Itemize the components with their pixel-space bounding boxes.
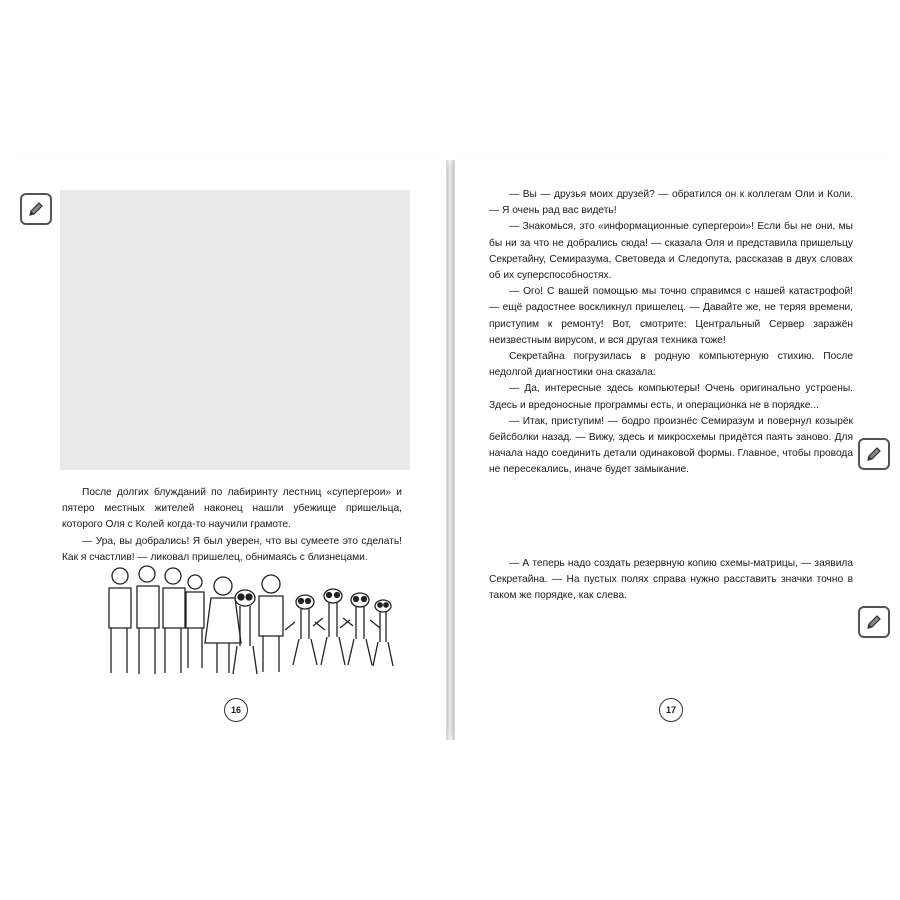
page-number-right: 17 bbox=[659, 698, 683, 722]
right-mid-paragraph: — А теперь надо создать резервную копию схемы-матрицы, — заявила Секретайна. — На пустых полях справа нужно расставить значки точно в таком же порядке, как слева. bbox=[489, 558, 853, 602]
page-number-left: 16 bbox=[224, 698, 248, 722]
right-paragraph: — Знакомься, это «информационные супергерои»! Если бы не они, мы бы ни за что не добрались сюда! — сказала Оля и представила пришельцу Секретайну, Семиразума, Световеда и Следопута, рассказав в двух словах об их суперспособностях. bbox=[489, 221, 853, 282]
right-paragraph: — Да, интересные здесь компьютеры! Очень оригинально устроены. Здесь и вредоносные программы есть, и операционка не в порядке... bbox=[489, 383, 853, 411]
stairs-maze bbox=[60, 190, 410, 470]
right-paragraph: — Ого! С вашей помощью мы точно справимся с нашей катастрофой! — ещё радостнее воскликнул пришелец. — Давайте же, не теряя времени, приступим к ремонту! Вот, смотрите: Центральный Сервер заражён неизвестным вирусом, и вся другая техника тоже! bbox=[489, 286, 853, 346]
pencil-icon bbox=[858, 606, 890, 638]
right-paragraph: Секретайна погрузилась в родную компьютерную стихию. После недолгой диагностики она сказала: bbox=[489, 351, 853, 379]
right-paragraph: — Вы — друзья моих друзей? — обратился он к коллегам Оли и Коли. — Я очень рад вас видеть! bbox=[489, 189, 853, 217]
pencil-icon bbox=[858, 438, 890, 470]
right-paragraph: — Итак, приступим! — бодро произнёс Семиразум и повернул козырёк бейсболки назад. — Вижу, здесь и микросхемы придётся паять заново. Для начала надо соединить детали одинаковой формы. Главное, чтобы провода не пересекались, иначе будет замыкание. bbox=[489, 415, 853, 476]
right-story-text bbox=[489, 187, 853, 479]
characters-illustration bbox=[95, 562, 395, 682]
pencil-icon bbox=[20, 193, 52, 225]
left-story-text bbox=[62, 485, 402, 566]
right-mid-text bbox=[489, 556, 853, 605]
book-gutter bbox=[446, 160, 454, 740]
left-paragraph: — Ура, вы добрались! Я был уверен, что вы сумеете это сделать! Как я счастлив! — ликовал пришелец, обнимаясь с близнецами. bbox=[62, 535, 402, 563]
left-paragraph: После долгих блужданий по лабиринту лестниц «супергерои» и пятеро местных жителей наконец нашли убежище пришельца, которого Оля с Колей когда-то научили грамоте. bbox=[62, 487, 402, 531]
